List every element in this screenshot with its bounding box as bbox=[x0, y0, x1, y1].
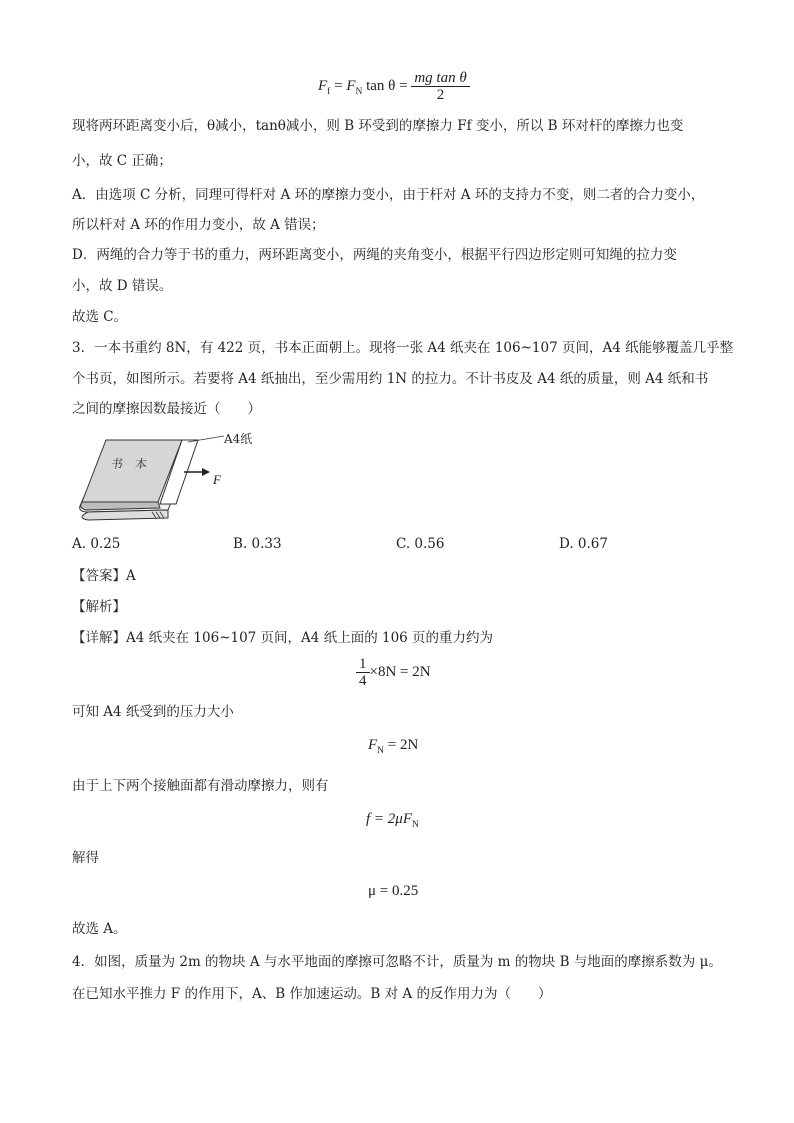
book-label: 书 本 bbox=[109, 457, 148, 471]
book-figure bbox=[72, 428, 272, 528]
answer-value: A bbox=[126, 568, 136, 584]
question-3-line-2: 个书页，如图所示。若要将 A4 纸抽出，至少需用约 1N 的拉力。不计书皮及 A4 纸的质量，则 A4 纸和书 bbox=[72, 371, 709, 387]
question-4-line-2: 在已知水平推力 F 的作用下，A、B 作加速运动。B 对 A 的反作用力为（ ） bbox=[72, 986, 552, 1002]
formula-mu: μ = 0.25 bbox=[368, 883, 419, 899]
detail-line-1: 【详解】A4 纸夹在 106~107 页间，A4 纸上面的 106 页的重力约为 bbox=[72, 630, 494, 646]
analysis-tag: 【解析】 bbox=[72, 599, 126, 615]
detail-line-2: 可知 A4 纸受到的压力大小 bbox=[72, 704, 234, 720]
fn-symbol: F bbox=[368, 737, 378, 753]
formula-fn-sub: N bbox=[355, 86, 363, 97]
text-line-6: 小，故 D 错误。 bbox=[72, 278, 173, 294]
option-c: C. 0.56 bbox=[396, 536, 445, 552]
option-b: B. 0.33 bbox=[233, 536, 282, 552]
formula-denominator: 2 bbox=[436, 87, 445, 103]
weight-tail: ×8N = 2N bbox=[369, 663, 431, 680]
answer-line bbox=[72, 567, 136, 585]
f-symbol: f bbox=[366, 811, 371, 827]
question-4-line-1: 4．如图，质量为 2m 的物块 A 与水平地面的摩擦可忽略不计，质量为 m 的物块 B 与地面的摩擦系数为 μ。 bbox=[72, 954, 722, 970]
fn-sub: N bbox=[377, 746, 385, 756]
force-label: F bbox=[213, 472, 221, 487]
weight-fraction bbox=[356, 656, 370, 689]
a4-label: A4纸 bbox=[224, 432, 253, 446]
text-line-2: 小，故 C 正确； bbox=[72, 153, 172, 169]
question-3-line-3: 之间的摩擦因数最接近（ ） bbox=[72, 401, 261, 417]
weight-denominator: 4 bbox=[359, 673, 367, 689]
detail-line-3: 由于上下两个接触面都有滑动摩擦力，则有 bbox=[72, 778, 329, 794]
text-line-5: D．两绳的合力等于书的重力，两环距离变小，两绳的夹角变小，根据平行四边形定则可知绳的拉力变 bbox=[72, 247, 677, 263]
formula-fraction bbox=[411, 70, 469, 103]
force-arrowhead bbox=[202, 468, 210, 476]
f-mid: = 2μF bbox=[370, 811, 412, 827]
option-d: D. 0.67 bbox=[559, 536, 608, 552]
answer-tag: 【答案】 bbox=[72, 568, 126, 584]
detail-line-5: 故选 A。 bbox=[72, 921, 127, 937]
formula-tan: tan θ = bbox=[362, 77, 412, 94]
formula-ff-sub: f bbox=[327, 86, 331, 97]
weight-numerator: 1 bbox=[356, 656, 370, 673]
book-pages bbox=[82, 510, 168, 520]
formula-ff: F bbox=[318, 77, 328, 94]
text-line-7: 故选 C。 bbox=[72, 309, 128, 325]
text-line-1: 现将两环距离变小后，θ减小，tanθ减小，则 B 环受到的摩擦力 Ff 变小，所以 B 环对杆的摩擦力也变 bbox=[72, 118, 684, 134]
text-line-4: 所以杆对 A 环的作用力变小，故 A 错误； bbox=[72, 217, 325, 233]
detail-line-4: 解得 bbox=[72, 850, 99, 866]
formula-friction-total bbox=[366, 811, 419, 828]
option-a: A. 0.25 bbox=[72, 536, 121, 552]
formula-weight bbox=[356, 656, 431, 689]
formula-numerator: mg tan θ bbox=[411, 70, 469, 87]
fn-tail: = 2N bbox=[384, 737, 419, 753]
question-3-line-1: 3．一本书重约 8N，有 422 页，书本正面朝上。现将一张 A4 纸夹在 106~107 页间，A4 纸能够覆盖几乎整 bbox=[72, 340, 734, 356]
formula-fn: F bbox=[346, 77, 356, 94]
text-line-3: A．由选项 C 分析，同理可得杆对 A 环的摩擦力变小，由于杆对 A 环的支持力不变，则二者的合力变小， bbox=[72, 187, 705, 203]
formula-eq1: = bbox=[330, 77, 347, 94]
formula-friction bbox=[318, 70, 470, 103]
formula-normal-force bbox=[368, 737, 418, 754]
f-sub: N bbox=[412, 820, 419, 830]
